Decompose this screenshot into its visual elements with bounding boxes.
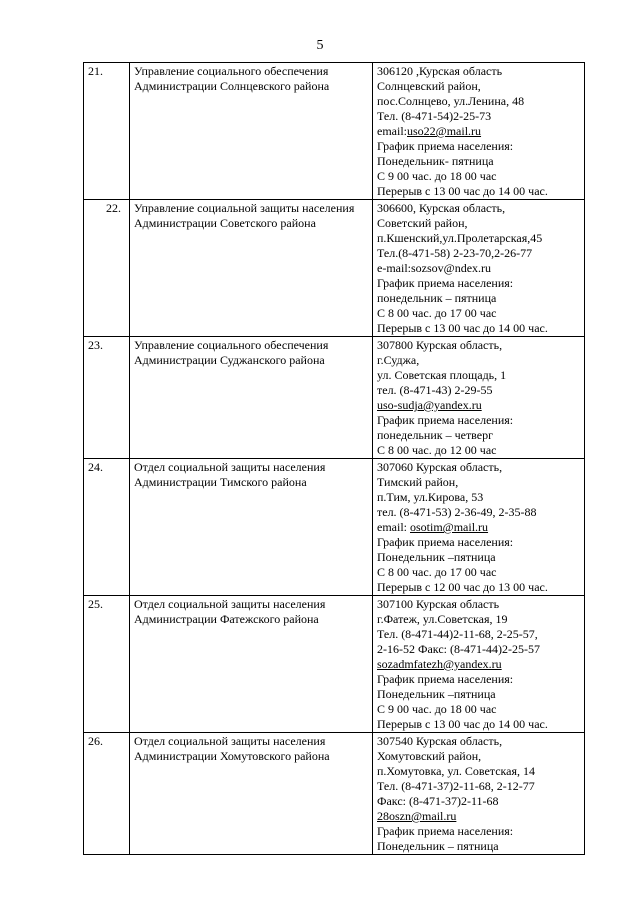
- schedule-break: Перерыв с 12 00 час до 13 00 час.: [377, 580, 548, 594]
- organization-name: [130, 63, 373, 200]
- phone-line: Тел.(8-471-58) 2-23-70,2-26-77: [377, 246, 533, 260]
- address-cell: [373, 596, 585, 733]
- row-number: 24.: [84, 459, 130, 596]
- schedule-days: понедельник – четверг: [377, 428, 494, 442]
- address-line: 307540 Курская область,: [377, 734, 503, 748]
- row-number: 26.: [84, 733, 130, 855]
- table-row: [84, 337, 585, 459]
- schedule-days: Понедельник – пятница: [377, 839, 499, 853]
- table-row: [84, 596, 585, 733]
- table-row: [84, 733, 585, 855]
- address-line: 306120 ,Курская область: [377, 64, 503, 78]
- phone-fax-line: 2-16-52 Факс: (8-471-44)2-25-57: [377, 642, 540, 656]
- email-line: [377, 520, 581, 535]
- address-line: п.Хомутовка, ул. Советская, 14: [377, 764, 536, 778]
- row-number: 23.: [84, 337, 130, 459]
- schedule-break: Перерыв с 13 00 час до 14 00 час.: [377, 184, 548, 198]
- fax-line: Факс: (8-471-37)2-11-68: [377, 794, 499, 808]
- page-number: 5: [316, 38, 324, 53]
- phone-line: тел. (8-471-43) 2-29-55: [377, 383, 493, 397]
- address-line: г.Суджа,: [377, 353, 420, 367]
- table-row: [84, 200, 585, 337]
- organization-name: [130, 459, 373, 596]
- phone-line: Тел. (8-471-54)2-25-73: [377, 109, 492, 123]
- address-line: ул. Советская площадь, 1: [377, 368, 507, 382]
- organization-name-text: Отдел социальной защиты населения Администрации Фатежского района: [134, 597, 326, 626]
- row-number: 25.: [84, 596, 130, 733]
- schedule-title: График приема населения:: [377, 824, 514, 838]
- address-line: г.Фатеж, ул.Советская, 19: [377, 612, 508, 626]
- email-link[interactable]: 28oszn@mail.ru: [377, 809, 457, 823]
- schedule-days: Понедельник –пятница: [377, 550, 496, 564]
- schedule-hours: С 8 00 час. до 12 00 час: [377, 443, 497, 457]
- schedule-days: Понедельник- пятница: [377, 154, 494, 168]
- contacts-table: [83, 62, 585, 855]
- organization-name: [130, 733, 373, 855]
- phone-line: тел. (8-471-53) 2-36-49, 2-35-88: [377, 505, 537, 519]
- organization-name-text: Управление социального обеспечения Администрации Солнцевского района: [134, 64, 330, 93]
- schedule-break: Перерыв с 13 00 час до 14 00 час.: [377, 321, 548, 335]
- email-link[interactable]: uso22@mail.ru: [407, 124, 482, 138]
- email-line: [377, 398, 581, 413]
- organization-name-text: Отдел социальной защиты населения Администрации Тимского района: [134, 460, 326, 489]
- address-line: Хомутовский район,: [377, 749, 482, 763]
- email-link[interactable]: osotim@mail.ru: [410, 520, 489, 534]
- email-line: [377, 124, 581, 139]
- phone-line: Тел. (8-471-37)2-11-68, 2-12-77: [377, 779, 535, 793]
- address-cell: [373, 200, 585, 337]
- schedule-days: понедельник – пятница: [377, 291, 497, 305]
- schedule-hours: С 8 00 час. до 17 00 час: [377, 306, 497, 320]
- address-line: Солнцевский район,: [377, 79, 481, 93]
- email-line: e-mail:sozsov@ndex.ru: [377, 261, 492, 275]
- address-cell: [373, 733, 585, 855]
- email-prefix: email:: [377, 520, 410, 534]
- email-prefix: email:: [377, 124, 407, 138]
- address-line: Советский район,: [377, 216, 468, 230]
- schedule-days: Понедельник –пятница: [377, 687, 496, 701]
- schedule-hours: С 9 00 час. до 18 00 час: [377, 702, 497, 716]
- row-number: 21.: [84, 63, 130, 200]
- organization-name: [130, 337, 373, 459]
- table-row: [84, 459, 585, 596]
- address-line: 307100 Курская область: [377, 597, 500, 611]
- schedule-title: График приема населения:: [377, 139, 514, 153]
- address-line: 306600, Курская область,: [377, 201, 506, 215]
- schedule-hours: С 8 00 час. до 17 00 час: [377, 565, 497, 579]
- address-cell: [373, 63, 585, 200]
- address-cell: [373, 459, 585, 596]
- address-line: Тимский район,: [377, 475, 459, 489]
- schedule-hours: С 9 00 час. до 18 00 час: [377, 169, 497, 183]
- schedule-break: Перерыв с 13 00 час до 14 00 час.: [377, 717, 548, 731]
- schedule-title: График приема населения:: [377, 672, 514, 686]
- organization-name-text: Отдел социальной защиты населения Администрации Хомутовского района: [134, 734, 330, 763]
- organization-name: [130, 596, 373, 733]
- address-line: 307800 Курская область,: [377, 338, 503, 352]
- address-line: п.Тим, ул.Кирова, 53: [377, 490, 484, 504]
- organization-name: [130, 200, 373, 337]
- phone-line: Тел. (8-471-44)2-11-68, 2-25-57,: [377, 627, 538, 641]
- email-link[interactable]: sozadmfatezh@yandex.ru: [377, 657, 502, 671]
- organization-name-text: Управление социального обеспечения Администрации Суджанского района: [134, 338, 329, 367]
- row-number: 22.: [84, 200, 130, 337]
- schedule-title: График приема населения:: [377, 276, 514, 290]
- address-line: пос.Солнцево, ул.Ленина, 48: [377, 94, 525, 108]
- schedule-title: График приема населения:: [377, 413, 514, 427]
- address-line: 307060 Курская область,: [377, 460, 503, 474]
- email-link[interactable]: uso-sudja@yandex.ru: [377, 398, 482, 412]
- schedule-title: График приема населения:: [377, 535, 514, 549]
- email-line: [377, 809, 581, 824]
- organization-name-text: Управление социальной защиты населения Администрации Советского района: [134, 201, 355, 230]
- table-row: [84, 63, 585, 200]
- email-line: [377, 657, 581, 672]
- address-line: п.Кшенский,ул.Пролетарская,45: [377, 231, 543, 245]
- address-cell: [373, 337, 585, 459]
